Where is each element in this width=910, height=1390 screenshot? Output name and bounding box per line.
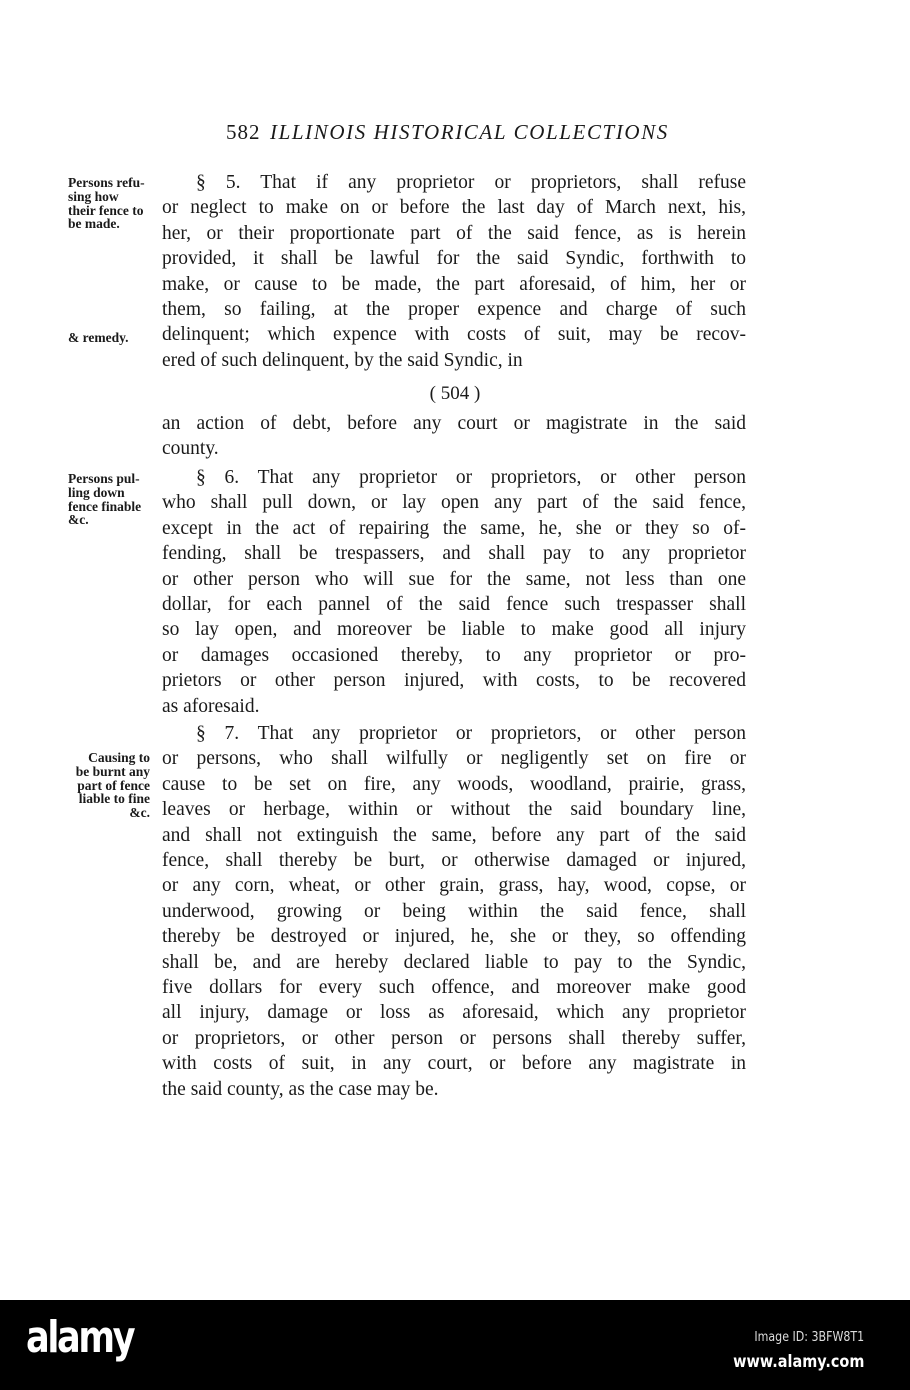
margin-note-line: &c. xyxy=(68,512,89,528)
text-line: who shall pull down, or lay open any part of the said fence, xyxy=(162,492,746,514)
text-line: or proprietors, or other person or persons shall thereby suffer, xyxy=(162,1027,746,1049)
text-line: provided, it shall be lawful for the said Syndic, forthwith to xyxy=(162,248,746,270)
page-number: 582 xyxy=(226,120,261,144)
alamy-logo: alamy xyxy=(26,1312,134,1363)
margin-note-line: their fence to xyxy=(68,202,144,218)
text-line: thereby be destroyed or injured, he, she or they, so offending xyxy=(162,926,746,948)
running-title: ILLINOIS HISTORICAL COLLECTIONS xyxy=(270,120,669,144)
text-line: or damages occasioned thereby, to any proprietor or pro- xyxy=(162,644,746,666)
text-line: leaves or herbage, within or without the said boundary line, xyxy=(162,799,746,821)
text-line: ered of such delinquent, by the said Syndic, in xyxy=(162,349,523,371)
text-line: so lay open, and moreover be liable to make good all injury xyxy=(162,619,746,641)
section-7 xyxy=(162,721,746,1102)
text-line: § 7. That any proprietor or proprietors, or other person xyxy=(196,723,746,744)
text-line: delinquent; which expence with costs of suit, may be recov- xyxy=(162,324,746,346)
margin-note-3 xyxy=(68,472,150,527)
text-line: cause to be set on fire, any woods, woodland, prairie, grass, xyxy=(162,773,746,795)
text-line: or persons, who shall wilfully or negligently set on fire or xyxy=(162,748,746,770)
section-6 xyxy=(162,465,746,719)
margin-note-line: part of fence xyxy=(77,777,150,793)
text-line: county. xyxy=(162,438,219,460)
text-line: shall be, and are hereby declared liable to pay to the Syndic, xyxy=(162,951,746,973)
text-line: prietors or other person injured, with costs, to be recovered xyxy=(162,670,746,692)
text-line: them, so failing, at the proper expence and charge of such xyxy=(162,299,746,321)
text-line: her, or their proportionate part of the said fence, as is herein xyxy=(162,222,746,244)
text-line: the said county, as the case may be. xyxy=(162,1078,439,1100)
text-line: and shall not extinguish the same, before any part of the said xyxy=(162,824,746,846)
text-line: or any corn, wheat, or other grain, grass, hay, wood, copse, or xyxy=(162,875,746,897)
text-line: § 6. That any proprietor or proprietors, or other person xyxy=(196,467,746,488)
text-line: except in the act of repairing the same, he, she or they so of- xyxy=(162,517,746,539)
text-line: fence, shall thereby be burt, or otherwise damaged or injured, xyxy=(162,850,746,872)
text-line: underwood, growing or being within the said fence, shall xyxy=(162,900,746,922)
margin-note-line: &c. xyxy=(129,805,150,821)
margin-note-1 xyxy=(68,176,150,231)
margin-note-line: sing how xyxy=(68,188,119,204)
margin-note-line: be made. xyxy=(68,216,120,232)
margin-note-line: Persons pul- xyxy=(68,471,140,486)
watermark-url: www.alamy.com xyxy=(732,1352,864,1372)
text-line: or neglect to make on or before the last day of March next, his, xyxy=(162,197,746,219)
text-line: an action of debt, before any court or magistrate in the said xyxy=(162,413,746,434)
margin-note-line: Causing to xyxy=(88,750,150,765)
margin-note-line: & remedy. xyxy=(68,330,129,345)
margin-note-2 xyxy=(68,331,150,345)
text-line: or other person who will sue for the same, not less than one xyxy=(162,568,746,590)
text-line: all injury, damage or loss as aforesaid, which any proprietor xyxy=(162,1002,746,1024)
text-line: dollar, for each pannel of the said fence such trespasser shall xyxy=(162,594,746,616)
text-line: fending, shall be trespassers, and shall pay to any proprietor xyxy=(162,543,746,565)
margin-note-line: ling down xyxy=(68,484,125,500)
margin-note-line: fence finable xyxy=(68,498,142,514)
text-line: § 5. That if any proprietor or proprietors, shall refuse xyxy=(196,172,746,193)
margin-note-4 xyxy=(68,751,150,820)
margin-note-line: be burnt any xyxy=(75,763,150,779)
image-id: Image ID: 3BFW8T1 xyxy=(754,1330,864,1345)
text-line: as aforesaid. xyxy=(162,695,260,717)
section-5-continued xyxy=(162,411,746,462)
text-line: with costs of suit, in any court, or before any magistrate in xyxy=(162,1053,746,1075)
margin-note-line: Persons refu- xyxy=(68,175,145,190)
margin-note-line: liable to fine xyxy=(78,791,150,807)
watermark-bar xyxy=(0,1300,910,1390)
text-line: make, or cause to be made, the part aforesaid, of him, her or xyxy=(162,273,746,295)
original-page-marker: ( 504 ) xyxy=(429,383,481,404)
text-line: five dollars for every such offence, and moreover make good xyxy=(162,977,746,999)
section-5 xyxy=(162,170,746,373)
